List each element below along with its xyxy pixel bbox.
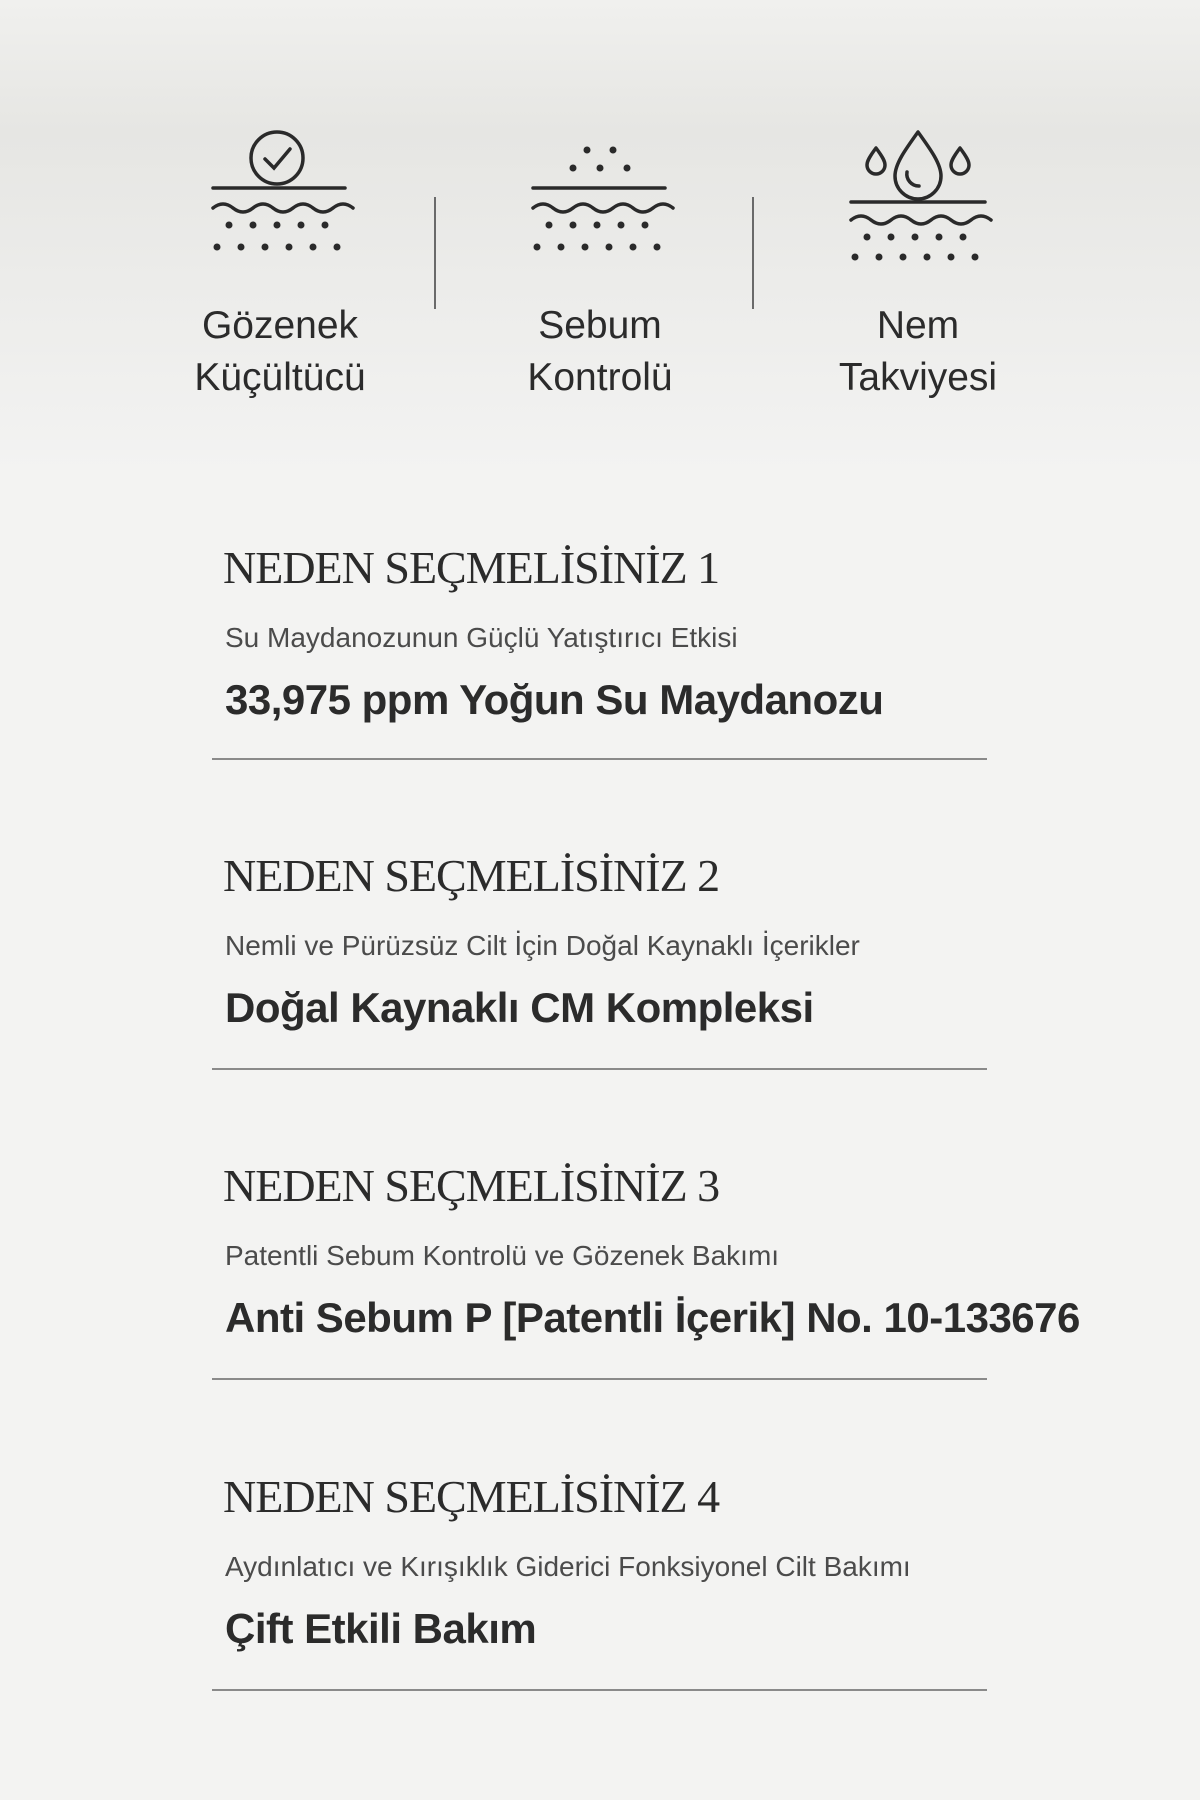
section-subtitle: Aydınlatıcı ve Kırışıklık Giderici Fonksiyonel Cilt Bakımı (225, 1551, 911, 1582)
feature-pore (150, 130, 410, 404)
section-divider (212, 1689, 987, 1691)
section-title: NEDEN SEÇMELİSİNİZ 4 (223, 1471, 720, 1522)
sebum-control-icon (525, 130, 675, 280)
section-title: NEDEN SEÇMELİSİNİZ 2 (223, 850, 720, 901)
section-subtitle: Nemli ve Pürüzsüz Cilt İçin Doğal Kaynaklı İçerikler (225, 930, 860, 961)
section-divider (212, 758, 987, 760)
section-title: NEDEN SEÇMELİSİNİZ 3 (223, 1160, 720, 1211)
feature-moisture (788, 130, 1048, 404)
moisture-drop-icon (843, 130, 993, 280)
section-title: NEDEN SEÇMELİSİNİZ 1 (223, 542, 720, 593)
section-headline: 33,975 ppm Yoğun Su Maydanozu (225, 676, 884, 723)
feature-divider (752, 197, 754, 309)
section-headline: Çift Etkili Bakım (225, 1605, 537, 1652)
section-subtitle: Patentli Sebum Kontrolü ve Gözenek Bakımı (225, 1240, 780, 1271)
feature-label: Sebum Kontrolü (527, 304, 673, 399)
feature-divider (434, 197, 436, 309)
section-headline: Doğal Kaynaklı CM Kompleksi (225, 984, 814, 1031)
feature-sebum (470, 130, 730, 404)
reason-section-1 (213, 540, 993, 724)
section-subtitle: Su Maydanozunun Güçlü Yatıştırıcı Etkisi (225, 622, 738, 653)
reason-section-2 (213, 848, 993, 1032)
reason-section-3 (213, 1158, 1080, 1342)
reason-section-4 (213, 1469, 993, 1653)
feature-label: Gözenek Küçültücü (194, 304, 366, 399)
feature-row (0, 0, 1200, 472)
feature-label: Nem Takviyesi (838, 304, 998, 399)
pore-check-icon (205, 130, 355, 280)
section-divider (212, 1378, 987, 1380)
section-headline: Anti Sebum P [Patentli İçerik] No. 10-133676 (225, 1294, 1080, 1341)
section-divider (212, 1068, 987, 1070)
